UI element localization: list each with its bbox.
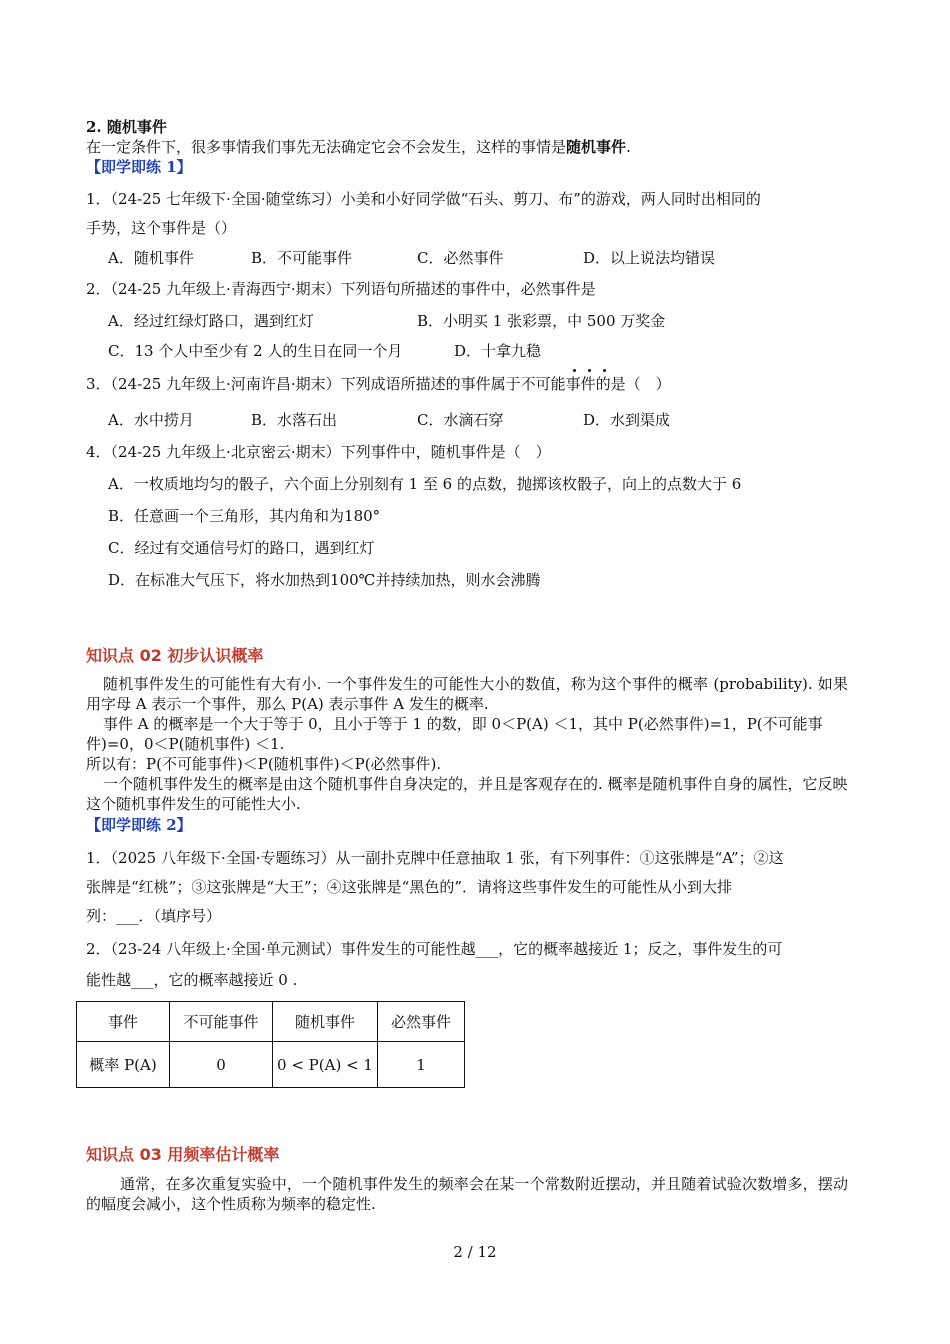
q1-option-d: D．以上说法均错误 <box>583 249 716 267</box>
question-1-line-1: 1．（2025 八年级下·全国·专题练习）从一副扑克牌中任意抽取 1 张，有下列事件：①这张牌是“A”；②这 <box>86 849 784 867</box>
definition-text: 在一定条件下，很多事情我们事先无法确定它会不会发生，这样的事情是 <box>86 138 567 156</box>
paragraph: 一个随机事件发生的概率是由这个随机事件自身决定的，并且是客观存在的. 概率是随机事件自身的属性，它反映这个随机事件发生的可能性大小. <box>86 775 848 813</box>
q3-option-b: B．水落石出 <box>251 411 338 429</box>
q3-option-c: C．水滴石穿 <box>417 411 504 429</box>
definition-end: . <box>626 138 631 156</box>
table-header-cell: 不可能事件 <box>170 1002 273 1042</box>
paragraph: 随机事件发生的可能性有大有小. 一个事件发生的可能性大小的数值，称为这个事件的概率 (probability). 如果用字母 A 表示一个事件，那么 P(A) 表示事件 A 发生的概率. <box>86 675 848 713</box>
knowledge-point-title: 知识点 03 用频率估计概率 <box>86 1145 280 1164</box>
question-2-line-2: 能性越___，它的概率越接近 0 . <box>86 971 298 989</box>
definition-line <box>86 136 631 157</box>
paragraph: 事件 A 的概率是一个大于等于 0，且小于等于 1 的数，即 0＜P(A) ＜1，其中 P(必然事件)=1，P(不可能事件)=0，0＜P(随机事件) ＜1. <box>86 715 823 753</box>
table-cell: 概率 P(A) <box>77 1042 170 1088</box>
q3-option-a: A．水中捞月 <box>108 411 194 429</box>
question-3-line-1: 3．（24-25 九年级上·河南许昌·期末）下列成语所描述的事件属于不可能事件的是（ ） <box>86 375 671 393</box>
question-1-line-3: 列：___．（填序号） <box>86 907 222 925</box>
question-2-line-1: 2．（24-25 九年级上·青海西宁·期末）下列语句所描述的事件中，必然事件是 <box>86 280 596 298</box>
table-row <box>77 1042 465 1088</box>
emphasis-dot <box>588 369 591 372</box>
q4-option-d: D．在标准大气压下，将水加热到100℃并持续加热，则水会沸腾 <box>108 571 541 589</box>
q2-option-c: C．13 个人中至少有 2 人的生日在同一个月 <box>108 342 403 360</box>
q3-option-d: D．水到渠成 <box>583 411 671 429</box>
knowledge-point-title: 知识点 02 初步认识概率 <box>86 646 264 665</box>
table-header-cell: 事件 <box>77 1002 170 1042</box>
section-title: 2. 随机事件 <box>86 118 167 136</box>
table-header-cell: 必然事件 <box>378 1002 465 1042</box>
q2-option-d: D．十拿九稳 <box>454 342 542 360</box>
question-2-line-1: 2．（23-24 八年级上·全国·单元测试）事件发生的可能性越___，它的概率越接近 1；反之，事件发生的可 <box>86 940 783 958</box>
q2-option-b: B．小明买 1 张彩票，中 500 万奖金 <box>417 312 666 330</box>
table-cell: 0 <box>170 1042 273 1088</box>
q4-option-b: B．任意画一个三角形，其内角和为180° <box>108 507 381 525</box>
table-header-cell: 随机事件 <box>273 1002 378 1042</box>
table-header-row <box>77 1002 465 1042</box>
probability-table <box>76 1001 465 1088</box>
question-1-line-2: 手势，这个事件是（） <box>86 219 237 237</box>
q4-option-c: C．经过有交通信号灯的路口，遇到红灯 <box>108 539 375 557</box>
q4-option-a: A．一枚质地均匀的骰子，六个面上分别刻有 1 至 6 的点数，抛掷该枚骰子，向上的点数大于 6 <box>108 475 742 493</box>
q2-option-a: A．经过红绿灯路口，遇到红灯 <box>108 312 314 330</box>
page-number: 2 / 12 <box>453 1243 497 1261</box>
emphasis-dot <box>573 369 576 372</box>
table-cell: 1 <box>378 1042 465 1088</box>
practice-header-1: 【即学即练 1】 <box>86 158 192 176</box>
question-1-line-1: 1．（24-25 七年级下·全国·随堂练习）小美和小好同学做“石头、剪刀、布”的游戏，两人同时出相同的 <box>86 190 761 208</box>
paragraph: 所以有：P(不可能事件)＜P(随机事件)＜P(必然事件). <box>86 755 442 773</box>
question-4-line-1: 4．（24-25 九年级上·北京密云·期末）下列事件中，随机事件是（ ） <box>86 443 551 461</box>
table-cell: 0 < P(A) < 1 <box>273 1042 378 1088</box>
emphasis-dot <box>603 369 606 372</box>
practice-header-2: 【即学即练 2】 <box>86 816 192 834</box>
q1-option-a: A．随机事件 <box>108 249 194 267</box>
question-1-line-2: 张牌是“红桃”；③这张牌是“大王”；④这张牌是“黑色的”．请将这些事件发生的可能性从小到大排 <box>86 878 733 896</box>
definition-term: 随机事件 <box>566 138 627 156</box>
paragraph: 通常，在多次重复实验中，一个随机事件发生的频率会在某一个常数附近摆动，并且随着试验次数增多，摆动的幅度会减小，这个性质称为频率的稳定性. <box>86 1175 848 1213</box>
q1-option-b: B．不可能事件 <box>251 249 353 267</box>
q1-option-c: C．必然事件 <box>417 249 504 267</box>
